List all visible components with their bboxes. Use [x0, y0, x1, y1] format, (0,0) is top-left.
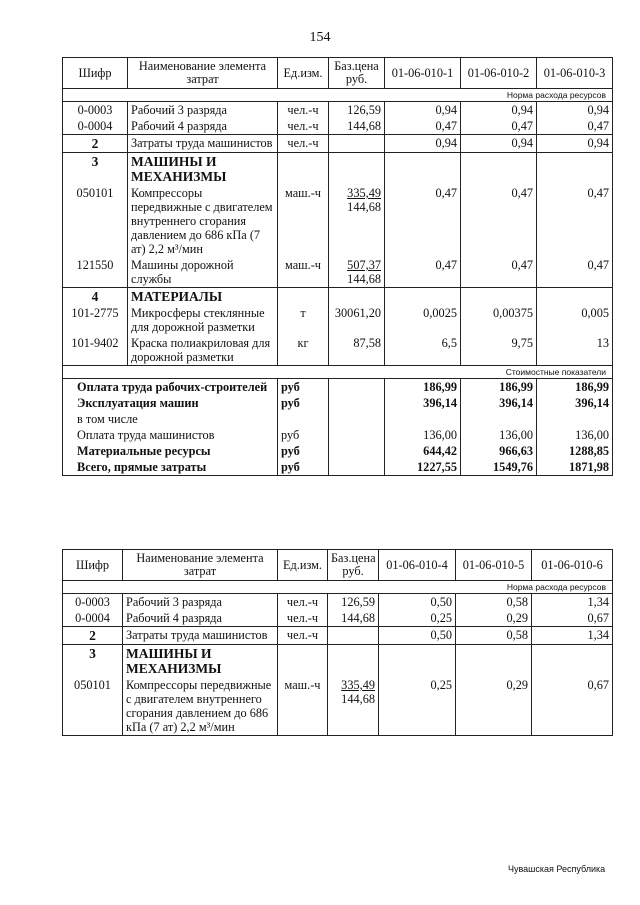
row-value: 0,47 — [385, 185, 461, 257]
row-base-price — [329, 118, 385, 135]
row-value: 0,47 — [461, 257, 537, 288]
norm-band-label: Норма расхода ресурсов — [63, 89, 613, 102]
column-header: Ед.изм. — [278, 58, 329, 89]
summary-value: 136,00 — [537, 427, 613, 443]
row-unit: чел.-ч — [278, 135, 329, 153]
row-code: 0-0004 — [63, 118, 128, 135]
row-value: 0,0025 — [385, 305, 461, 335]
column-header: Наименование элемента затрат — [123, 550, 278, 581]
row-code: 4 — [63, 288, 128, 306]
summary-price — [329, 379, 385, 396]
column-header: Шифр — [63, 550, 123, 581]
column-header: 01-06-010-3 — [537, 58, 613, 89]
summary-value: 396,14 — [537, 395, 613, 411]
cost-band-label: Стоимостные показатели — [63, 366, 613, 379]
summary-name: Оплата труда машинистов — [63, 427, 278, 443]
summary-price — [329, 459, 385, 476]
row-value: 0,67 — [532, 610, 613, 627]
summary-unit: руб — [278, 427, 329, 443]
column-header: Ед.изм. — [278, 550, 328, 581]
row-name: Затраты труда машинистов — [123, 627, 278, 645]
row-base-price — [328, 627, 379, 645]
row-value — [385, 153, 461, 186]
summary-row — [63, 427, 613, 443]
row-value: 0,94 — [537, 135, 613, 153]
summary-value: 966,63 — [461, 443, 537, 459]
summary-value — [537, 411, 613, 427]
row-base-price — [329, 153, 385, 186]
column-header: Баз.цена руб. — [328, 550, 379, 581]
base-price: 335,49 — [347, 186, 381, 200]
base-price: 126,59 — [341, 595, 375, 609]
norm-band-row — [63, 581, 613, 594]
norm-band-row — [63, 89, 613, 102]
column-header: 01-06-010-2 — [461, 58, 537, 89]
row-code: 101-9402 — [63, 335, 128, 366]
row-code: 050101 — [63, 677, 123, 736]
row-name: Рабочий 4 разряда — [123, 610, 278, 627]
row-value: 0,25 — [379, 610, 456, 627]
summary-value: 186,99 — [385, 379, 461, 396]
row-value: 0,50 — [379, 627, 456, 645]
page-number: 154 — [309, 30, 331, 45]
row-value: 0,47 — [385, 118, 461, 135]
row-value: 0,47 — [537, 185, 613, 257]
column-header: 01-06-010-4 — [379, 550, 456, 581]
column-header: 01-06-010-5 — [456, 550, 532, 581]
row-value — [456, 645, 532, 678]
summary-name: Материальные ресурсы — [63, 443, 278, 459]
summary-value: 1288,85 — [537, 443, 613, 459]
table-row — [63, 185, 613, 257]
table-row — [63, 677, 613, 736]
row-code: 3 — [63, 153, 128, 186]
column-header: 01-06-010-6 — [532, 550, 613, 581]
row-code: 050101 — [63, 185, 128, 257]
row-base-price — [329, 257, 385, 288]
row-base-price — [328, 645, 379, 678]
summary-unit: руб — [278, 459, 329, 476]
row-value: 0,50 — [379, 594, 456, 611]
row-value: 0,94 — [461, 102, 537, 119]
row-value — [537, 153, 613, 186]
row-name: Микросферы стеклянные для дорожной разметки — [128, 305, 278, 335]
table-row — [63, 257, 613, 288]
row-name: МАТЕРИАЛЫ — [128, 288, 278, 306]
summary-unit: руб — [278, 379, 329, 396]
summary-value: 136,00 — [461, 427, 537, 443]
row-value: 0,29 — [456, 610, 532, 627]
row-value: 0,47 — [537, 118, 613, 135]
summary-value: 396,14 — [385, 395, 461, 411]
base-price: 126,59 — [347, 103, 381, 117]
row-unit: чел.-ч — [278, 102, 329, 119]
row-code: 2 — [63, 135, 128, 153]
summary-price — [329, 427, 385, 443]
row-code: 0-0003 — [63, 102, 128, 119]
summary-value: 186,99 — [461, 379, 537, 396]
summary-value — [385, 411, 461, 427]
footer-region: Чувашская Республика — [508, 864, 606, 874]
summary-row — [63, 459, 613, 476]
row-name: МАШИНЫ И МЕХАНИЗМЫ — [123, 645, 278, 678]
column-header: Шифр — [63, 58, 128, 89]
row-name: МАШИНЫ И МЕХАНИЗМЫ — [128, 153, 278, 186]
table-row — [63, 102, 613, 119]
table-row — [63, 135, 613, 153]
row-code: 121550 — [63, 257, 128, 288]
summary-value: 1227,55 — [385, 459, 461, 476]
row-unit: чел.-ч — [278, 118, 329, 135]
machinist-price: 144,68 — [347, 200, 381, 214]
row-code: 0-0004 — [63, 610, 123, 627]
row-value: 0,94 — [537, 102, 613, 119]
row-value: 13 — [537, 335, 613, 366]
table-row — [63, 153, 613, 186]
row-value: 0,94 — [385, 102, 461, 119]
row-unit: кг — [278, 335, 329, 366]
row-base-price — [329, 135, 385, 153]
summary-unit: руб — [278, 443, 329, 459]
summary-row — [63, 395, 613, 411]
row-base-price — [329, 288, 385, 306]
row-value: 0,29 — [456, 677, 532, 736]
base-price: 144,68 — [347, 119, 381, 133]
row-base-price — [328, 594, 379, 611]
resource-table-1 — [62, 57, 613, 476]
row-value — [537, 288, 613, 306]
summary-row — [63, 379, 613, 396]
row-name: Компрессоры передвижные с двигателем внутреннего сгорания давлением до 686 кПа (7 ат) 2,2 м³/мин — [128, 185, 278, 257]
summary-price — [329, 395, 385, 411]
base-price: 144,68 — [341, 611, 375, 625]
base-price: 335,49 — [341, 678, 375, 692]
table-row — [63, 645, 613, 678]
machinist-price: 144,68 — [347, 272, 381, 286]
row-value: 6,5 — [385, 335, 461, 366]
row-unit — [278, 288, 329, 306]
column-header: Баз.цена руб. — [329, 58, 385, 89]
base-price: 507,37 — [347, 258, 381, 272]
row-base-price — [329, 185, 385, 257]
row-base-price — [329, 102, 385, 119]
summary-row — [63, 443, 613, 459]
row-base-price — [328, 610, 379, 627]
table-row — [63, 594, 613, 611]
row-value — [461, 288, 537, 306]
header-row — [63, 550, 613, 581]
base-price: 87,58 — [353, 336, 381, 350]
row-name: Компрессоры передвижные с двигателем внутреннего сгорания давлением до 686 кПа (7 ат) 2,2 м³/мин — [123, 677, 278, 736]
row-value: 1,34 — [532, 627, 613, 645]
row-value: 0,47 — [461, 185, 537, 257]
table-row — [63, 118, 613, 135]
row-base-price — [328, 677, 379, 736]
row-unit: чел.-ч — [278, 627, 328, 645]
summary-unit — [278, 411, 329, 427]
summary-name: Эксплуатация машин — [63, 395, 278, 411]
table-row — [63, 335, 613, 366]
table-row — [63, 288, 613, 306]
row-value: 1,34 — [532, 594, 613, 611]
summary-value: 1549,76 — [461, 459, 537, 476]
row-value — [385, 288, 461, 306]
row-value: 0,47 — [537, 257, 613, 288]
row-value — [379, 645, 456, 678]
row-value: 9,75 — [461, 335, 537, 366]
table-row — [63, 305, 613, 335]
summary-value — [461, 411, 537, 427]
row-unit: маш.-ч — [278, 185, 329, 257]
row-code: 0-0003 — [63, 594, 123, 611]
summary-name: в том числе — [63, 411, 278, 427]
summary-name: Всего, прямые затраты — [63, 459, 278, 476]
row-value — [532, 645, 613, 678]
summary-price — [329, 443, 385, 459]
row-unit: чел.-ч — [278, 594, 328, 611]
row-value: 0,67 — [532, 677, 613, 736]
summary-name: Оплата труда рабочих-строителей — [63, 379, 278, 396]
row-unit: чел.-ч — [278, 610, 328, 627]
row-value: 0,005 — [537, 305, 613, 335]
row-name: Краска полиакриловая для дорожной разметки — [128, 335, 278, 366]
column-header: Наименование элемента затрат — [128, 58, 278, 89]
row-value: 0,58 — [456, 594, 532, 611]
row-unit: т — [278, 305, 329, 335]
row-unit — [278, 153, 329, 186]
row-value: 0,47 — [385, 257, 461, 288]
row-value: 0,94 — [385, 135, 461, 153]
row-value: 0,94 — [461, 135, 537, 153]
summary-value: 186,99 — [537, 379, 613, 396]
table-row — [63, 627, 613, 645]
row-code: 3 — [63, 645, 123, 678]
row-name: Затраты труда машинистов — [128, 135, 278, 153]
summary-unit: руб — [278, 395, 329, 411]
row-code: 101-2775 — [63, 305, 128, 335]
cost-band-row — [63, 366, 613, 379]
machinist-price: 144,68 — [341, 692, 375, 706]
row-name: Машины дорожной службы — [128, 257, 278, 288]
row-name: Рабочий 3 разряда — [128, 102, 278, 119]
resource-table-2 — [62, 549, 613, 736]
header-row — [63, 58, 613, 89]
row-value: 0,47 — [461, 118, 537, 135]
row-unit: маш.-ч — [278, 257, 329, 288]
row-code: 2 — [63, 627, 123, 645]
row-name: Рабочий 4 разряда — [128, 118, 278, 135]
summary-price — [329, 411, 385, 427]
row-base-price — [329, 335, 385, 366]
row-value: 0,58 — [456, 627, 532, 645]
norm-band-label: Норма расхода ресурсов — [63, 581, 613, 594]
column-header: 01-06-010-1 — [385, 58, 461, 89]
summary-value: 136,00 — [385, 427, 461, 443]
row-value — [461, 153, 537, 186]
row-name: Рабочий 3 разряда — [123, 594, 278, 611]
table-row — [63, 610, 613, 627]
row-value: 0,00375 — [461, 305, 537, 335]
summary-value: 1871,98 — [537, 459, 613, 476]
summary-row — [63, 411, 613, 427]
row-base-price — [329, 305, 385, 335]
row-unit: маш.-ч — [278, 677, 328, 736]
summary-value: 396,14 — [461, 395, 537, 411]
row-unit — [278, 645, 328, 678]
base-price: 30061,20 — [334, 306, 381, 320]
summary-value: 644,42 — [385, 443, 461, 459]
row-value: 0,25 — [379, 677, 456, 736]
